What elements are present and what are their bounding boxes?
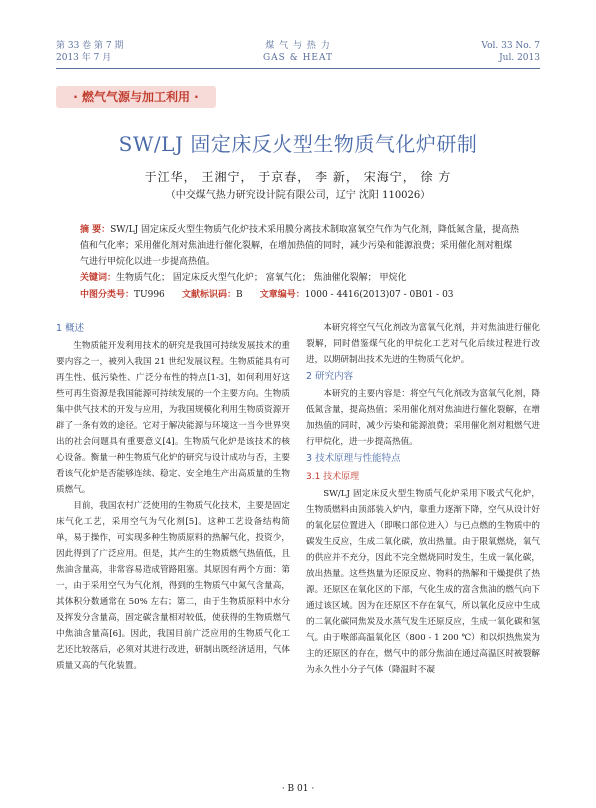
article-no-value: 1000 - 4416(2013)07 - 0B01 - 03 — [304, 290, 454, 300]
paragraph: 本研究的主要内容是：将空气气化剂改为富氧气化剂，降低氮含量，提高热值；采用催化剂对焦油进行催化裂解，在增加热值的同时，减少污染和能源浪费；采用催化剂对粗燃气进行甲烷化，进一步提高热值。 — [306, 389, 540, 447]
keywords-label: 关键词： — [80, 273, 117, 283]
volume-issue-en: Vol. 33 No. 7 — [481, 41, 540, 51]
affiliation: （中交煤气热力研究设计院有限公司，辽宁 沈阳 110026） — [165, 190, 431, 201]
paragraph: 目前，我国农村广泛使用的生物质气化技术，主要是固定床气化工艺，采用空气为气化剂[5]。这种工艺设备结构简单，易于操作，可实现多种生物质原料的热解气化，投资少，因此得到了广泛应用。但是，其产生的生物质燃气热值低，且焦油含量高，非常容易造成管路阻塞。其原因有两个方面：第一，由于采用空气为气化剂，得到的生物质气中氮气含量高，其体积分数通常在 50% 左右；第二，由于生物质原料中水分及挥发分含量高，固定碳含量相对较低，使获得的生物质燃气中焦油含量高[6]。因此，我国目前广泛应用的生物质气化工艺还比较落后，必须对其进行改进，研制出既经济适用，气体质量又高的气化装置。 — [56, 501, 290, 671]
page-number: · B 01 · — [281, 784, 315, 794]
heading-research-content: 2 研究内容 — [306, 371, 354, 382]
right-column — [306, 320, 540, 678]
abstract-text: SW/LJ 固定床反火型生物质气化炉技术采用膜分离技术制取富氧空气作为气化剂，降低氮含量，提高热值和气化率；采用催化剂对焦油进行催化裂解，在增加热值的同时，减少污染和能源浪费；采用催化剂对粗煤气进行甲烷化以进一步提高热值。 — [80, 225, 520, 267]
issue-date-en: Jul. 2013 — [499, 53, 540, 63]
journal-name-en: GAS & HEAT — [262, 53, 334, 63]
heading-principle: 3 技术原理与性能特点 — [306, 453, 401, 464]
issue-date: 2013 年 7 月 — [56, 53, 112, 63]
heading-overview: 1 概述 — [56, 323, 85, 334]
left-column — [56, 320, 290, 674]
article-no-label: 文章编号： — [259, 290, 305, 300]
subheading-principle: 3.1 技术原理 — [306, 472, 360, 482]
abstract — [80, 222, 520, 270]
doc-code-label: 文献标识码： — [181, 290, 236, 300]
keywords — [80, 271, 520, 285]
clc-label: 中图分类号： — [80, 290, 135, 300]
volume-issue: 第 33 卷 第 7 期 — [56, 41, 124, 51]
paragraph: 本研究将空气气化剂改为富氧气化剂，并对焦油进行催化裂解，同时借鉴煤气化的甲烷化工艺对气化后续过程进行改进，以期研制出技术先进的生物质气化炉。 — [306, 323, 540, 365]
authors: 于江华， 王湘宁， 于京春， 李 新， 宋海宁， 徐 方 — [144, 170, 452, 184]
paragraph: SW/LJ 固定床反火型生物质气化炉采用下吸式气化炉，生物质燃料由顶部装入炉内，靠重力逐渐下降，空气从设计好的氧化层位置进入（即喉口部位进入）与已点燃的生物质中的碳发生反应，生成二氧化碳，放出热量。由于限氧燃烧，氧气的供应并不充分，因此不完全燃烧同时发生，生成一氧化碳，放出热量。这些热量为还原反应、物料的热解和干燥提供了热源。还原区在氧化区的下部，气化生成的富含焦油的燃气向下通过该区域。因为在还原区不存在氧气，所以氧化反应中生成的二氧化碳同焦炭及水蒸气发生还原反应，生成一氧化碳和氢气。由于喉部高温氧化区（800 - 1 200 ℃）和以炽热焦炭为主的还原区的存在，燃气中的部分焦油在通过高温区时被裂解为永久性小分子气体（降温时不凝 — [306, 489, 540, 675]
abstract-label: 摘 要： — [80, 225, 111, 235]
journal-name-cn: 煤 气 与 热 力 — [265, 41, 331, 51]
clc-value: TU996 — [134, 290, 165, 300]
section-tag: · 燃气气源与加工利用 · — [56, 86, 216, 108]
header-divider — [56, 68, 540, 69]
paper-title: SW/LJ 固定床反火型生物质气化炉研制 — [118, 132, 478, 156]
journal-volume-en — [481, 40, 540, 64]
paragraph: 生物质能开发利用技术的研究是我国可持续发展技术的重要内容之一，被列入我国 21 世纪发展议程。生物质能具有可再生性、低污染性、广泛分布性的特点[1-3]，如何利用好这些可再生资源是我国能源可持续发展的一个主要方向。生物质集中供气技术的开发与应用，为我国规模化利用生物质资源开辟了一条有效的途径。它对于解决能源与环境这一当今世界突出的社会问题具有重要意义[4]。生物质气化炉是该技术的核心设备。衡量一种生物质气化炉的研究与设计成功与否，主要看该气化炉是否能够连续、稳定、安全地生产出高质量的生物质燃气。 — [56, 341, 290, 495]
article-meta — [80, 288, 540, 302]
keywords-text: 生物质气化； 固定床反火型气化炉； 富氧气化； 焦油催化裂解； 甲烷化 — [116, 273, 407, 283]
doc-code-value: B — [235, 290, 243, 300]
